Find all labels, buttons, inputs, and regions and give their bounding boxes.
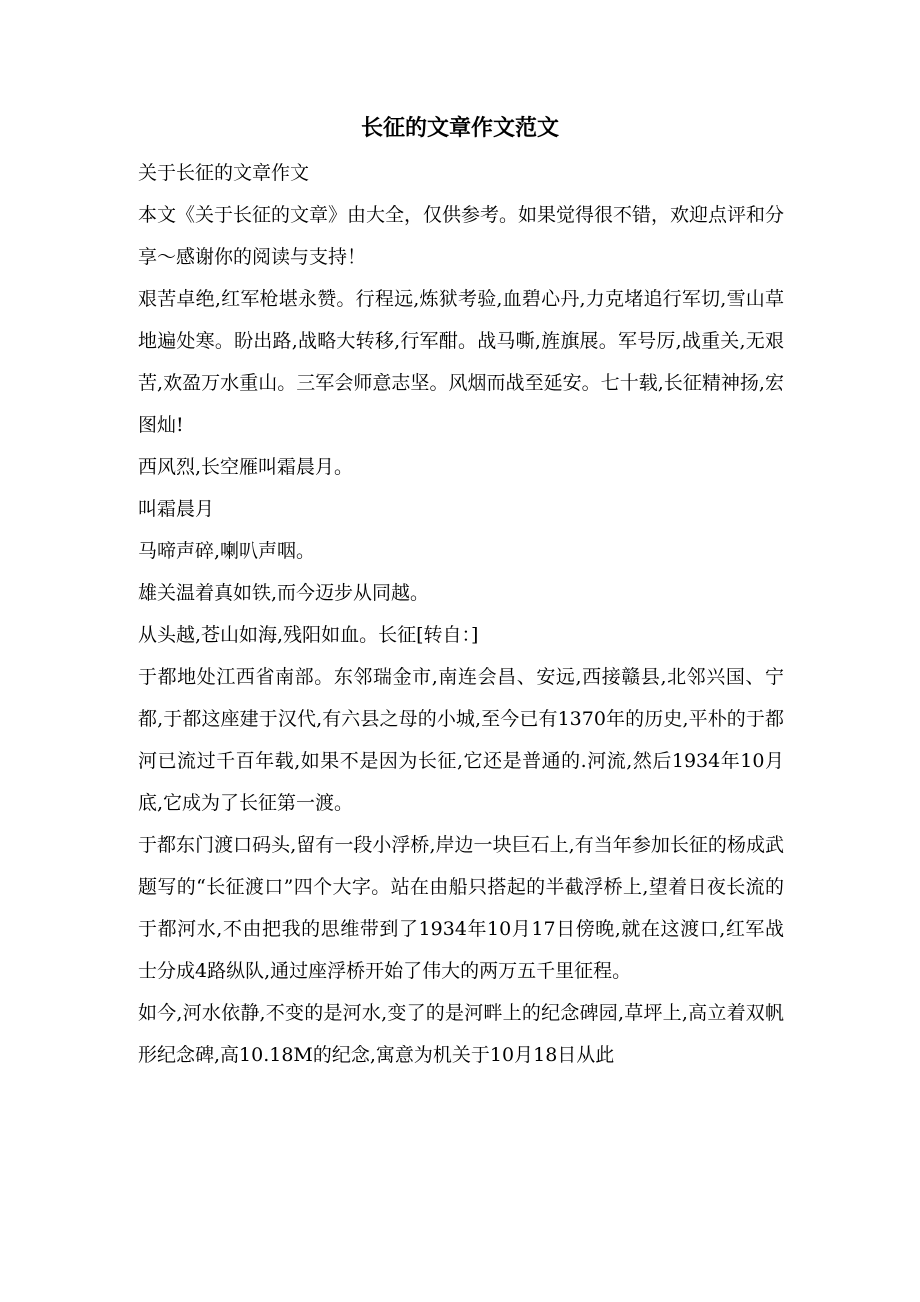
document-title: 长征的文章作文范文 xyxy=(360,115,559,141)
paragraph-subtitle: 关于长征的文章作文 xyxy=(138,162,310,184)
paragraph-verse-2: 叫霜晨月 xyxy=(138,498,215,520)
paragraph-verse-1: 西风烈,长空雁叫霜晨月。 xyxy=(138,456,354,478)
paragraph-verse-4: 雄关温着真如铁,而今迈步从同越。 xyxy=(138,582,430,604)
document-body xyxy=(138,152,784,1076)
paragraph-yudu-intro: 于都地处江西省南部。东邻瑞金市,南连会昌、安远,西接赣县,北邻兴国、宁都,于都这座建于汉代,有六县之母的小城,至今已有1370年的历史,平朴的于都河已流过千百年载,如果不是因为长征,它还是普通的.河流,然后1934年10月底,它成为了长征第一渡。 xyxy=(138,666,784,814)
paragraph-poem-prose: 艰苦卓绝,红军枪堪永赞。行程远,炼狱考验,血碧心丹,力克堵追行军切,雪山草地遍处寒。盼出路,战略大转移,行军酣。战马嘶,旌旗展。军号厉,战重关,无艰苦,欢盈万水重山。三军会师意志坚。风烟而战至延安。七十载,长征精神扬,宏图灿! xyxy=(138,288,784,436)
paragraph-ferry: 于都东门渡口码头,留有一段小浮桥,岸边一块巨石上,有当年参加长征的杨成武题写的“长征渡口”四个大字。站在由船只搭起的半截浮桥上,望着日夜长流的于都河水,不由把我的思维带到了1934年10月17日傍晚,就在这渡口,红军战士分成4路纵队,通过座浮桥开始了伟大的两万五千里征程。 xyxy=(138,834,784,982)
paragraph-intro: 本文《关于长征的文章》由大全，仅供参考。如果觉得很不错，欢迎点评和分享～感谢你的阅读与支持！ xyxy=(138,204,785,268)
paragraph-verse-3: 马啼声碎,喇叭声咽。 xyxy=(138,540,316,562)
paragraph-monument: 如今,河水依静,不变的是河水,变了的是河畔上的纪念碑园,草坪上,高立着双帆形纪念碑,高10.18M的纪念,寓意为机关于10月18日从此 xyxy=(138,1002,784,1066)
paragraph-verse-5: 从头越,苍山如海,残阳如血。长征[转自：] xyxy=(138,624,479,646)
